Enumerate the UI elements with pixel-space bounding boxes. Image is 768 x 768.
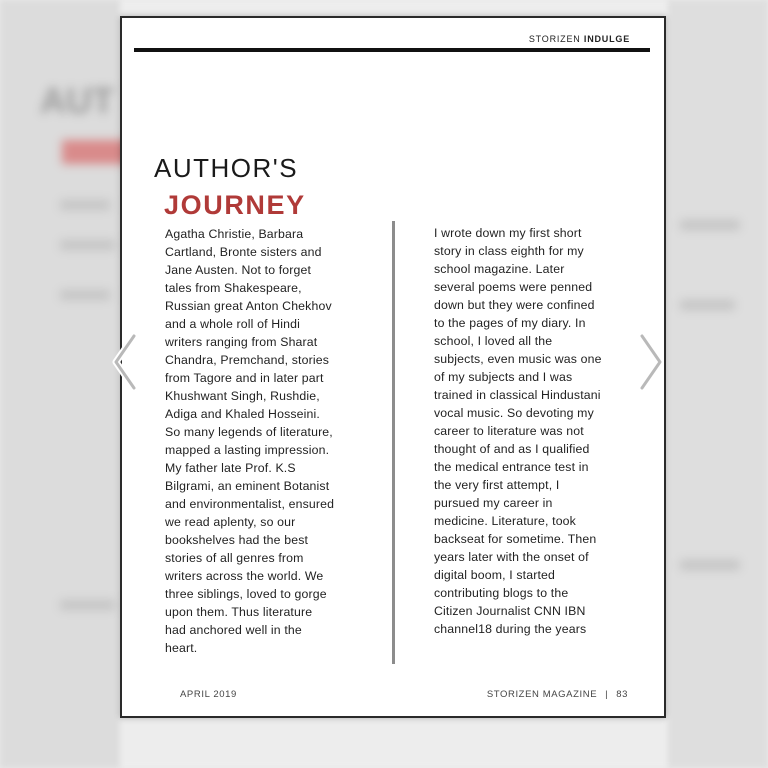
footer-page-number: 83	[616, 689, 628, 700]
footer-magazine-info	[487, 689, 628, 700]
article-title-line1: AUTHOR'S	[154, 153, 299, 183]
section-label-light: STORIZEN	[528, 34, 581, 44]
blurred-background-title: AUT	[40, 80, 114, 121]
column-divider	[392, 221, 395, 664]
footer-date: APRIL 2019	[180, 689, 237, 700]
blurred-text-line	[60, 200, 110, 210]
blurred-right-panel	[668, 0, 768, 768]
chevron-left-icon	[108, 330, 142, 394]
section-label	[529, 34, 630, 44]
blurred-text-line	[680, 220, 740, 230]
chevron-right-icon	[634, 330, 668, 394]
blurred-text-line	[680, 560, 740, 570]
footer-separator: |	[605, 689, 609, 700]
blurred-text-line	[60, 600, 115, 610]
article-column-left: Agatha Christie, Barbara Cartland, Bronte sisters and Jane Austen. Not to forget tales from Shakespeare, Russian great Anton Chekhov and a whole roll of Hindi writers ranging from Sharat Chandra, Premchand, stories from Tagore and in later part Khushwant Singh, Rushdie, Adiga and Khaled Hosseini. So many legends of literature, mapped a lasting impression. My father late Prof. K.S Bilgrami, an eminent Botanist and environmentalist, ensured we read aplenty, so our bookshelves had the best stories of all genres from writers across the world. We three siblings, loved to gorge upon them. Thus literature had anchored well in the heart.	[165, 227, 335, 655]
article-title-line2: JOURNEY	[164, 190, 306, 220]
header-rule	[134, 48, 650, 52]
previous-page-button[interactable]	[108, 330, 142, 394]
blurred-text-line	[680, 300, 735, 310]
blurred-text-line	[60, 240, 115, 250]
next-page-button[interactable]	[634, 330, 668, 394]
footer-magazine-name: STORIZEN MAGAZINE	[486, 689, 598, 700]
article-column-right: I wrote down my first short story in class eighth for my school magazine. Later several poems were penned down but they were confined to the pages of my diary. In school, I loved all the subjects, even music was one of my subjects and I was trained in classical Hindustani vocal music. So devoting my career to literature was not thought of and as I qualified the medical entrance test in the very first attempt, I pursued my career in medicine. Literature, took backseat for sometime. Then years later with the onset of digital boom, I started contributing blogs to the Citizen Journalist CNN IBN channel18 during the years	[434, 226, 602, 636]
blurred-text-line	[60, 290, 110, 300]
magazine-page	[120, 16, 666, 718]
section-label-bold: INDULGE	[583, 34, 630, 44]
